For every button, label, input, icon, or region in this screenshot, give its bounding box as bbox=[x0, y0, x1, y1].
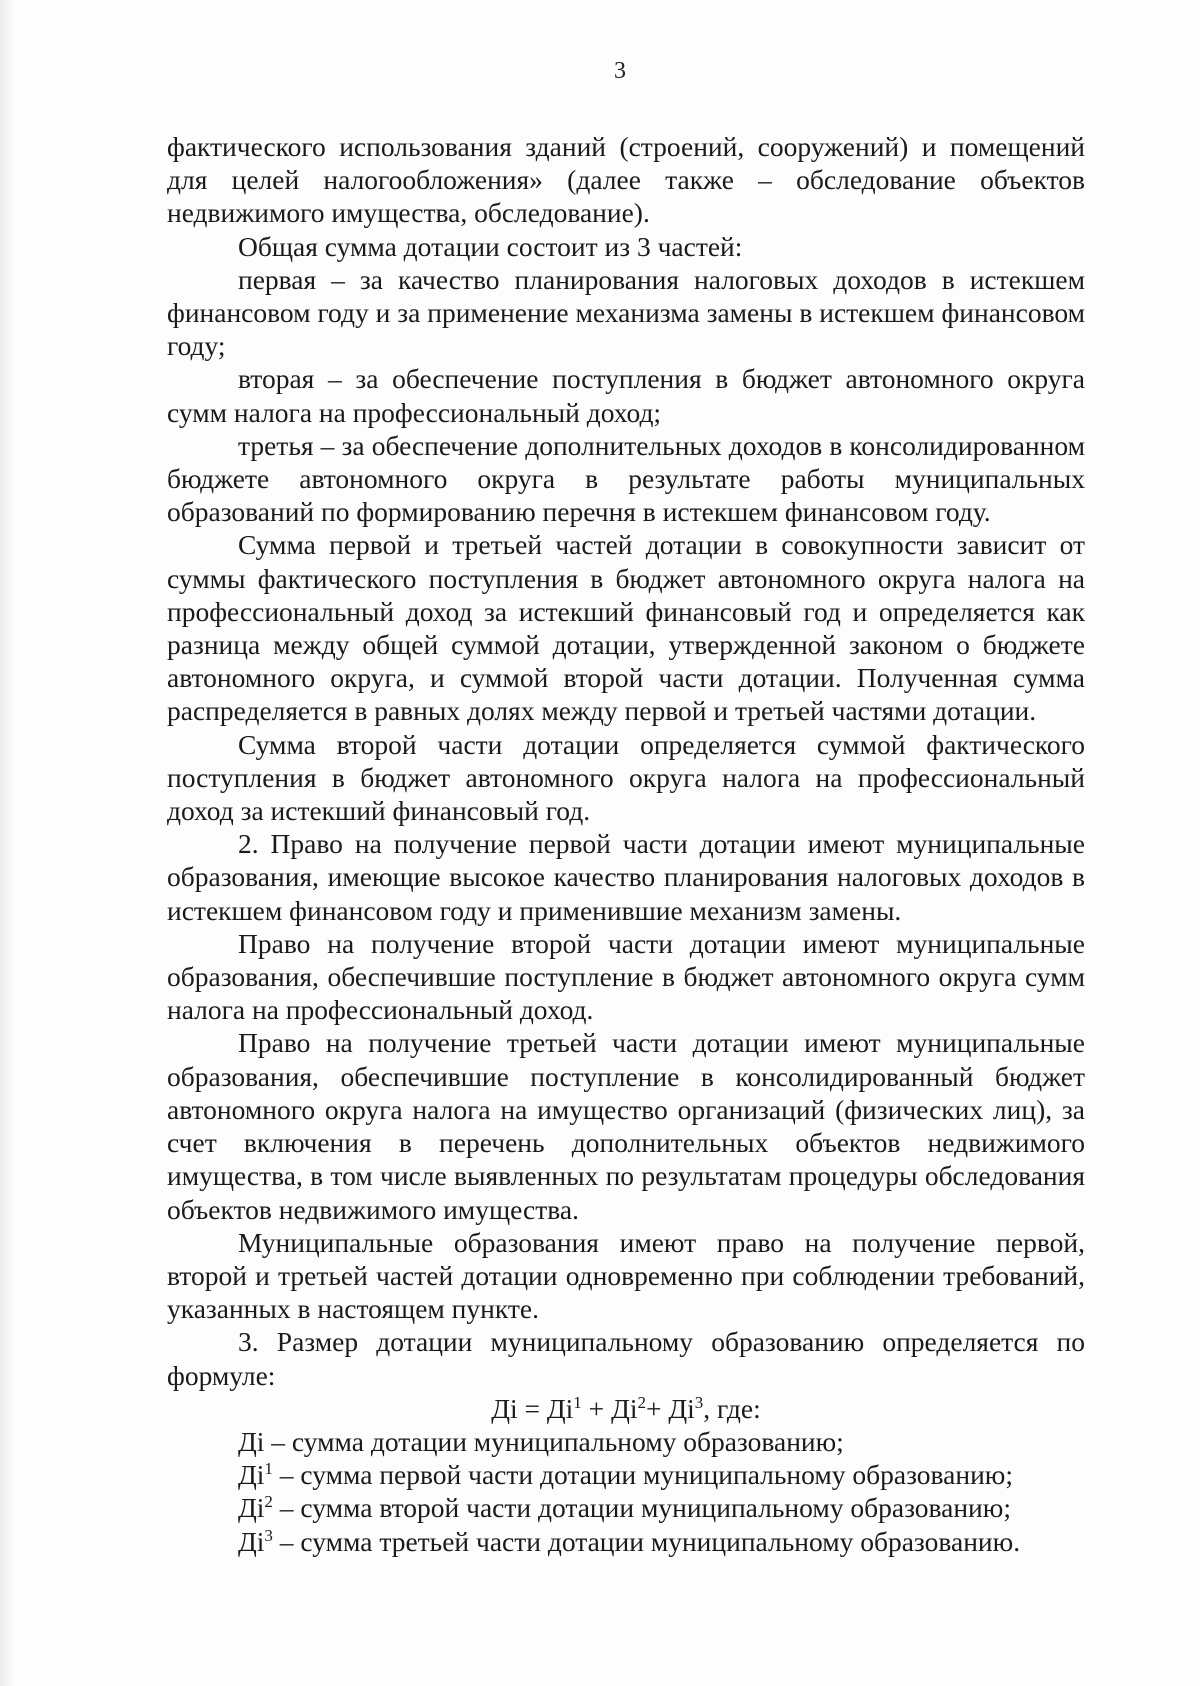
formula bbox=[167, 1392, 1085, 1425]
paragraph-continuation: фактического использования зданий (строений, сооружений) и помещений для целей налогообложения» (далее также – обследование объектов недвижимого имущества, обследование). bbox=[167, 131, 1085, 229]
paragraph-sum-first-third: Сумма первой и третьей частей дотации в совокупности зависит от суммы фактического поступления в бюджет автономного округа налога на профессиональный доход за истекший финансовый год и определяется как разница между общей суммой дотации, утвержденной законом о бюджете автономного округа, и суммой второй части дотации. Полученная сумма распределяется в равных долях между первой и третьей частями дотации. bbox=[167, 529, 1085, 727]
formula-sup-1: 1 bbox=[573, 1392, 582, 1412]
definition-text: – сумма второй части дотации муниципальному образованию; bbox=[272, 1492, 1011, 1524]
definition-symbol: Дi bbox=[238, 1425, 265, 1457]
formula-tail: , где: bbox=[703, 1392, 761, 1424]
paragraph-part-one: первая – за качество планирования налоговых доходов в истекшем финансовом году и за применение механизма замены в истекшем финансовом году; bbox=[167, 263, 1085, 362]
definition-total bbox=[167, 1425, 1085, 1458]
definition-part-two bbox=[167, 1491, 1085, 1524]
formula-plus-2: + bbox=[645, 1392, 669, 1424]
definition-symbol: Дi bbox=[238, 1459, 265, 1491]
definition-symbol: Дi bbox=[238, 1492, 265, 1524]
document-body bbox=[167, 130, 1085, 1558]
definition-sup: 1 bbox=[264, 1458, 273, 1478]
definition-symbol: Дi bbox=[238, 1525, 265, 1557]
paragraph-total-sum: Общая сумма дотации состоит из 3 частей: bbox=[238, 230, 743, 262]
paragraph-simultaneous-right: Муниципальные образования имеют право на получение первой, второй и третьей частей дотации одновременно при соблюдении требований, указанных в настоящем пункте. bbox=[167, 1226, 1085, 1325]
paragraph-right-second: Право на получение второй части дотации имеют муниципальные образования, обеспечившие поступление в бюджет автономного округа сумм налога на профессиональный доход. bbox=[167, 927, 1085, 1026]
page-number: 3 bbox=[614, 58, 626, 84]
definition-part-one bbox=[167, 1458, 1085, 1491]
formula-equals: = bbox=[517, 1392, 547, 1424]
definition-part-three bbox=[167, 1525, 1085, 1558]
paragraph-part-three: третья – за обеспечение дополнительных доходов в консолидированном бюджете автономного округа в результате работы муниципальных образований по формированию перечня в истекшем финансовом году. bbox=[167, 429, 1085, 528]
formula-lhs: Дi bbox=[491, 1392, 518, 1424]
paragraph-right-first: 2. Право на получение первой части дотации имеют муниципальные образования, имеющие высокое качество планирования налоговых доходов в истекшем финансовом году и применившие механизм замены. bbox=[167, 828, 1085, 926]
definition-sup: 3 bbox=[264, 1525, 273, 1545]
formula-term-3: Дi bbox=[668, 1392, 695, 1424]
paragraph-sum-second: Сумма второй части дотации определяется суммой фактического поступления в бюджет автономного округа налога на профессиональный доход за истекший финансовый год. bbox=[167, 728, 1085, 827]
paragraph-right-third: Право на получение третьей части дотации имеют муниципальные образования, обеспечившие поступление в консолидированный бюджет автономного округа налога на имущество организаций (физических лиц), за счет включения в перечень дополнительных объектов недвижимого имущества, в том числе выявленных по результатам процедуры обследования объектов недвижимого имущества. bbox=[167, 1027, 1085, 1225]
paragraph-formula-intro: 3. Размер дотации муниципальному образованию определяется по формуле: bbox=[167, 1326, 1085, 1391]
definition-text: – сумма третьей части дотации муниципальному образованию. bbox=[272, 1525, 1021, 1557]
paragraph-part-two: вторая – за обеспечение поступления в бюджет автономного округа сумм налога на профессиональный доход; bbox=[167, 363, 1085, 428]
scan-edge-shadow bbox=[0, 0, 14, 1686]
definition-text: – сумма первой части дотации муниципальному образованию; bbox=[272, 1459, 1013, 1491]
formula-sup-3: 3 bbox=[694, 1392, 704, 1412]
definition-sup: 2 bbox=[264, 1492, 273, 1512]
formula-sup-2: 2 bbox=[637, 1392, 646, 1412]
formula-term-2: Дi bbox=[611, 1392, 638, 1424]
formula-plus-1: + bbox=[581, 1392, 612, 1424]
formula-term-1: Дi bbox=[546, 1392, 574, 1424]
definition-text: – сумма дотации муниципальному образованию; bbox=[264, 1425, 844, 1457]
